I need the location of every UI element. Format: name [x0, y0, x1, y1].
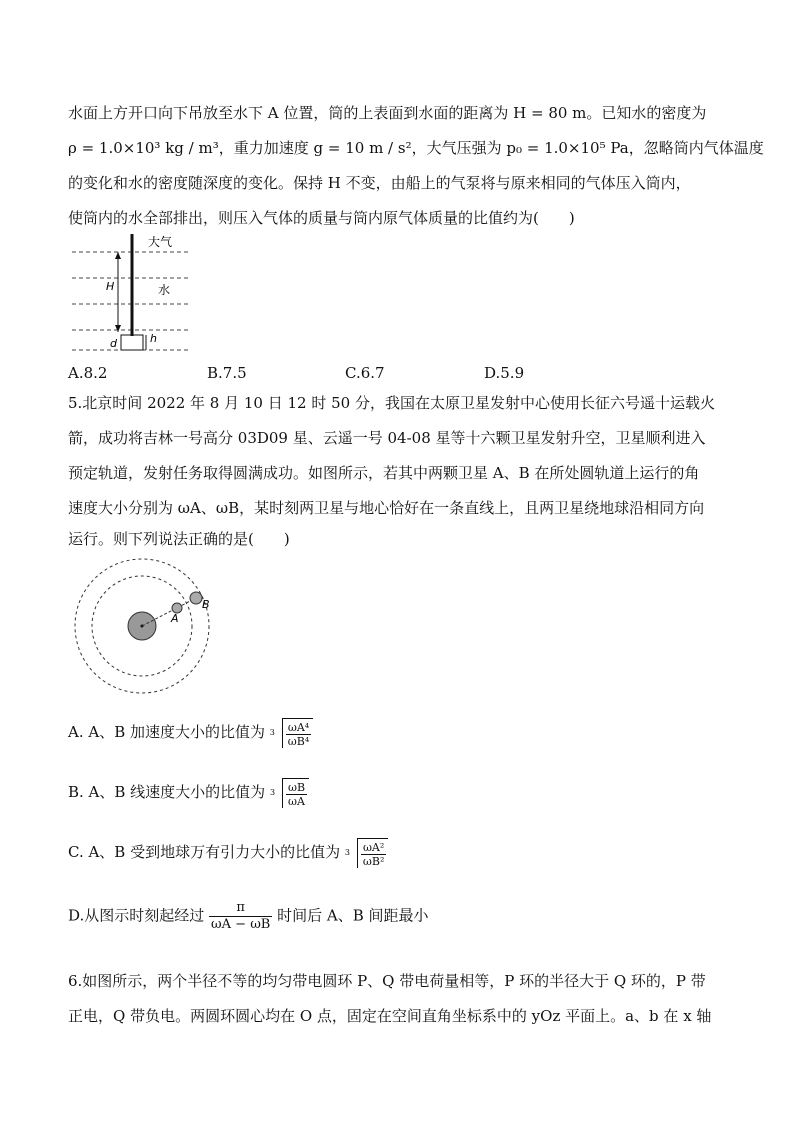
cube-root — [270, 778, 309, 808]
q5-line-5: 运行。则下列说法正确的是( ) — [68, 530, 290, 548]
fraction — [286, 781, 307, 808]
numerator: π — [209, 900, 272, 917]
q4-line-2: ρ = 1.0×10³ kg / m³，重力加速度 g = 10 m / s²，大气压强为 p₀ = 1.0×10⁵ Pa，忽略筒内气体温度 — [68, 139, 764, 157]
denominator: ωB⁴ — [287, 735, 310, 748]
q5-orbit-figure — [72, 558, 222, 698]
q4-line-3: 的变化和水的密度随深度的变化。保持 H 不变，由船上的气泵将与原来相同的气体压入筒内， — [68, 174, 691, 192]
fraction — [209, 900, 272, 933]
q5-line-4: 速度大小分别为 ωA、ωB，某时刻两卫星与地心恰好在一条直线上，且两卫星绕地球沿相同方向 — [68, 499, 705, 517]
label-H: H — [106, 280, 115, 293]
q5-option-d-text: D.从图示时刻起经过 — [68, 906, 205, 925]
numerator: ωA² — [361, 841, 386, 855]
numerator: ωA⁴ — [286, 721, 311, 735]
q5-line-1: 5.北京时间 2022 年 8 月 10 日 12 时 50 分，我国在太原卫星发射中心使用长征六号遥十运载火 — [68, 394, 715, 412]
root-index: 3 — [344, 848, 350, 857]
q6-line-1: 6.如图所示，两个半径不等的均匀带电圆环 P、Q 带电荷量相等，P 环的半径大于 Q 环的，P 带 — [68, 972, 706, 990]
q4-option-c: C.6.7 — [345, 364, 385, 382]
q4-figure — [68, 232, 198, 357]
fraction — [286, 721, 311, 748]
q5-option-a — [68, 718, 313, 748]
label-water: 水 — [158, 283, 171, 297]
label-A: A — [171, 612, 179, 625]
q5-option-d — [68, 900, 429, 933]
q5-option-d-tail: 时间后 A、B 间距最小 — [277, 906, 429, 925]
root-index: 3 — [269, 788, 276, 797]
q4-line-4: 使筒内的水全部排出，则压入气体的质量与筒内原气体质量的比值约为( ) — [68, 209, 575, 227]
q4-option-b: B.7.5 — [207, 364, 247, 382]
cube-root — [345, 838, 388, 868]
q5-option-c — [68, 838, 388, 868]
q4-line-1: 水面上方开口向下吊放至水下 A 位置，筒的上表面到水面的距离为 H = 80 m。已知水的密度为 — [68, 104, 707, 122]
q4-option-d: D.5.9 — [484, 364, 525, 382]
denominator: ωA − ωB — [211, 917, 271, 932]
denominator: ωA — [288, 795, 305, 808]
q5-option-a-text: A. A、B 加速度大小的比值为 — [68, 723, 265, 741]
q5-option-b — [68, 778, 309, 808]
numerator: ωB — [287, 781, 306, 794]
label-air: 大气 — [148, 235, 173, 249]
q5-line-3: 预定轨道，发射任务取得圆满成功。如图所示，若其中两颗卫星 A、B 在所处圆轨道上运行的角 — [68, 464, 700, 482]
root-index: 3 — [269, 728, 275, 737]
denominator: ωB² — [362, 855, 385, 868]
label-h: h — [150, 332, 157, 345]
q5-option-c-text: C. A、B 受到地球万有引力大小的比值为 — [68, 843, 341, 861]
q6-line-2: 正电，Q 带负电。两圆环圆心均在 O 点，固定在空间直角坐标系中的 yOz 平面上。a、b 在 x 轴 — [68, 1007, 712, 1025]
fraction — [361, 841, 386, 868]
cube-root — [270, 718, 313, 748]
q5-option-b-text: B. A、B 线速度大小的比值为 — [68, 783, 266, 801]
q5-line-2: 箭，成功将吉林一号高分 03D09 星、云遥一号 04-08 星等十六颗卫星发射升空，卫星顺利进入 — [68, 429, 706, 447]
label-d: d — [110, 337, 117, 350]
q4-option-a: A.8.2 — [68, 364, 108, 382]
label-B: B — [202, 598, 210, 611]
